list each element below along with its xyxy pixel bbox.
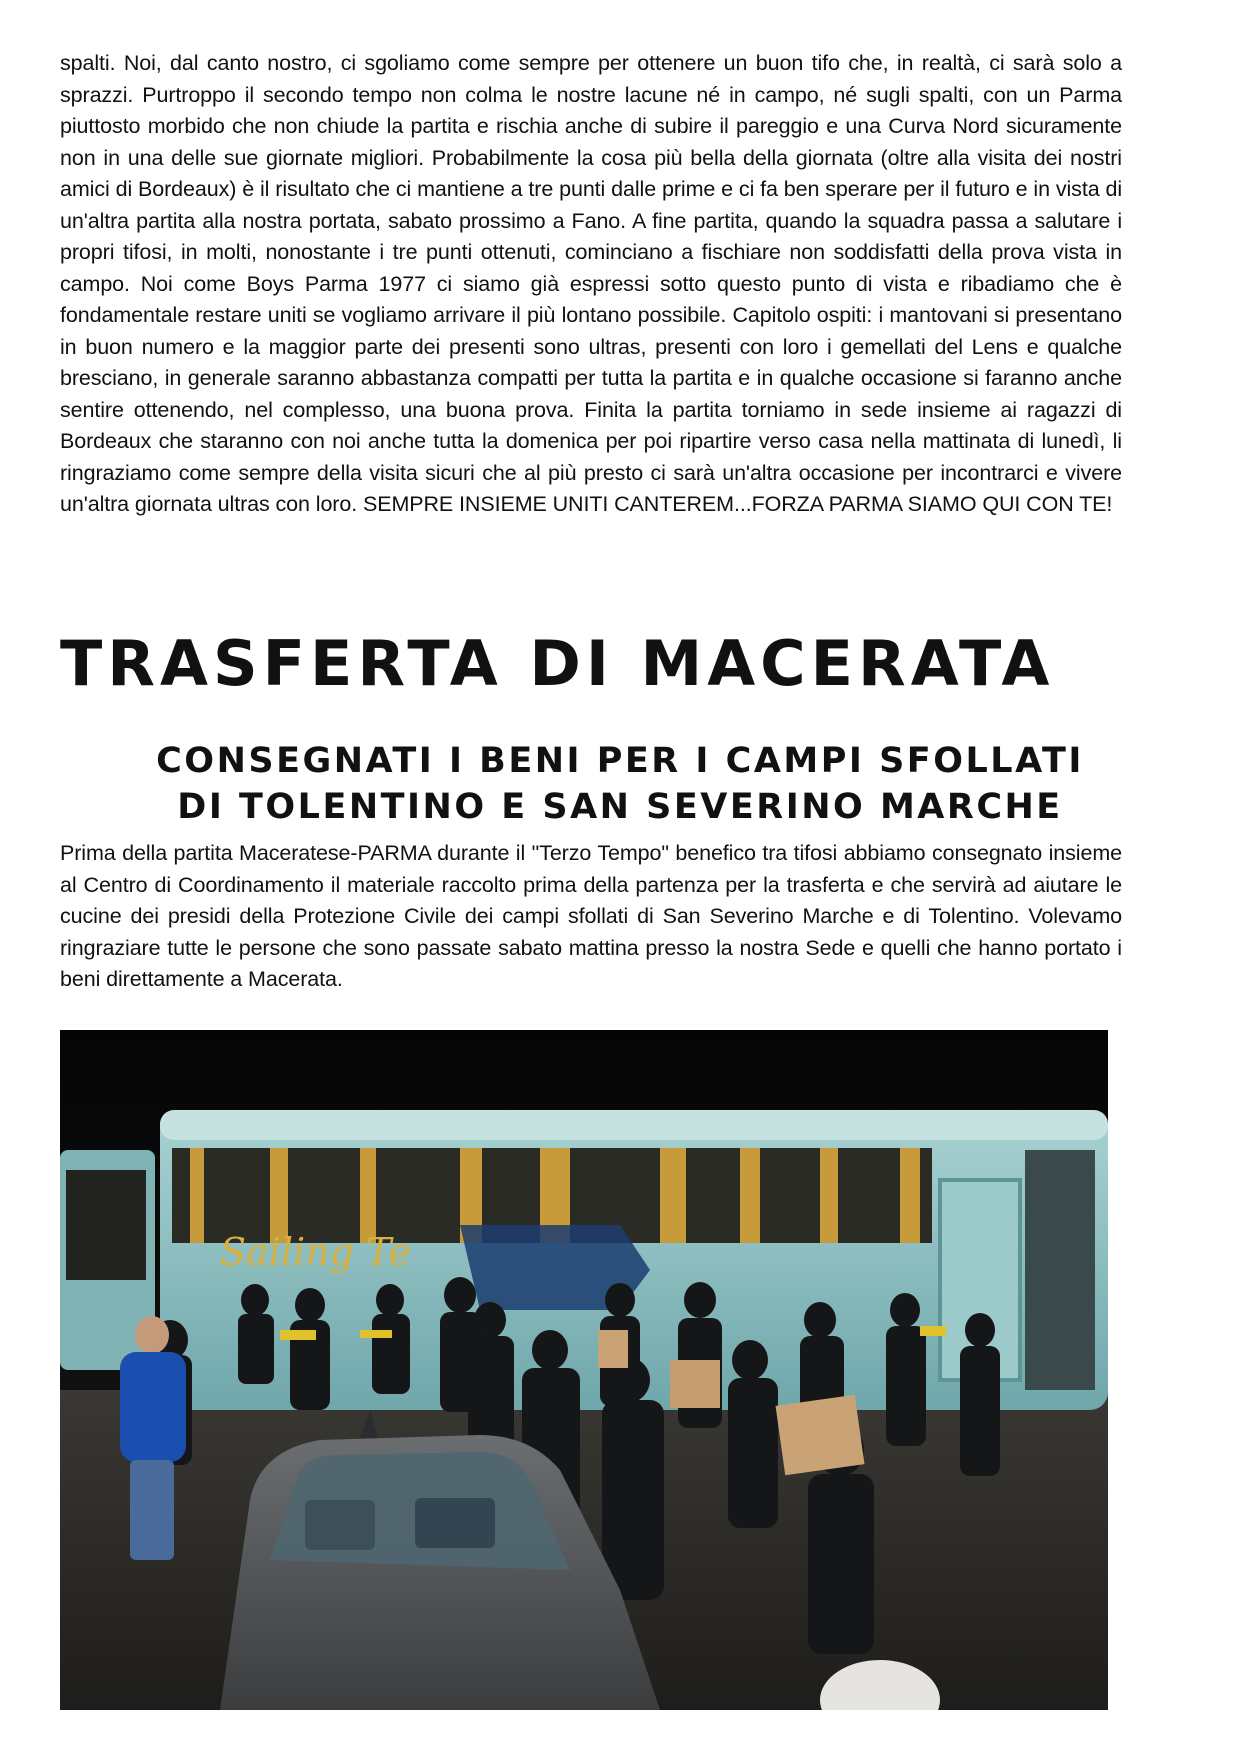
section-subtitle — [40, 738, 1200, 830]
intro-paragraph: spalti. Noi, dal canto nostro, ci sgoliamo come sempre per ottenere un buon tifo che, in realtà, ci sarà solo a sprazzi. Purtroppo il secondo tempo non colma le nostre lacune né in campo, né sugli spalti, con un Parma piuttosto morbido che non chiude la partita e rischia anche di subire il pareggio e una Curva Nord sicuramente non in una delle sue giornate migliori. Probabilmente la cosa più bella della giornata (oltre alla visita dei nostri amici di Bordeaux) è il risultato che ci mantiene a tre punti dalle prime e ci fa ben sperare per il futuro e in vista di un'altra partita alla nostra portata, sabato prossimo a Fano. A fine partita, quando la squadra passa a salutare i propri tifosi, in molti, nonostante i tre punti ottenuti, cominciano a fischiare non soddisfatti della prova vista in campo. Noi come Boys Parma 1977 ci siamo già espressi sotto questo punto di vista e ribadiamo che è fondamentale restare uniti se vogliamo arrivare il più lontano possibile. Capitolo ospiti: i mantovani si presentano in buon numero e la maggior parte dei presenti sono ultras, presenti con loro i gemellati del Lens e qualche bresciano, in generale saranno abbastanza compatti per tutta la partita e in qualche occasione si faranno anche sentire ottenendo, nel complesso, una buona prova. Finita la partita torniamo in sede insieme ai ragazzi di Bordeaux che staranno con noi anche tutta la domenica per poi ripartire verso casa nella mattinata di lunedì, li ringraziamo come sempre della visita sicuri che al più presto ci sarà un'altra occasione per incontrarci e vivere un'altra giornata ultras con loro. SEMPRE INSIEME UNITI CANTEREM...FORZA PARMA SIAMO QUI CON TE! — [60, 51, 1122, 516]
night-photo-bus-crowd — [60, 1030, 1108, 1710]
subtitle-line-1: CONSEGNATI I BENI PER I CAMPI SFOLLATI — [156, 741, 1084, 781]
bus-lettering: Sailing Te — [220, 1230, 411, 1274]
body-paragraph: Prima della partita Maceratese-PARMA durante il "Terzo Tempo" benefico tra tifosi abbiamo consegnato insieme al Centro di Coordinamento il materiale raccolto prima della partenza per la trasferta e che servirà ad aiutare le cucine dei presidi della Protezione Civile dei campi sfollati di San Severino Marche e di Tolentino. Volevamo ringraziare tutte le persone che sono passate sabato mattina presso la nostra Sede e quelli che hanno portato i beni direttamente a Macerata. — [60, 841, 1122, 991]
section-title: TRASFERTA DI MACERATA — [60, 627, 1055, 700]
photo-illustration — [60, 1030, 1108, 1710]
subtitle-line-2: DI TOLENTINO E SAN SEVERINO MARCHE — [177, 787, 1063, 827]
